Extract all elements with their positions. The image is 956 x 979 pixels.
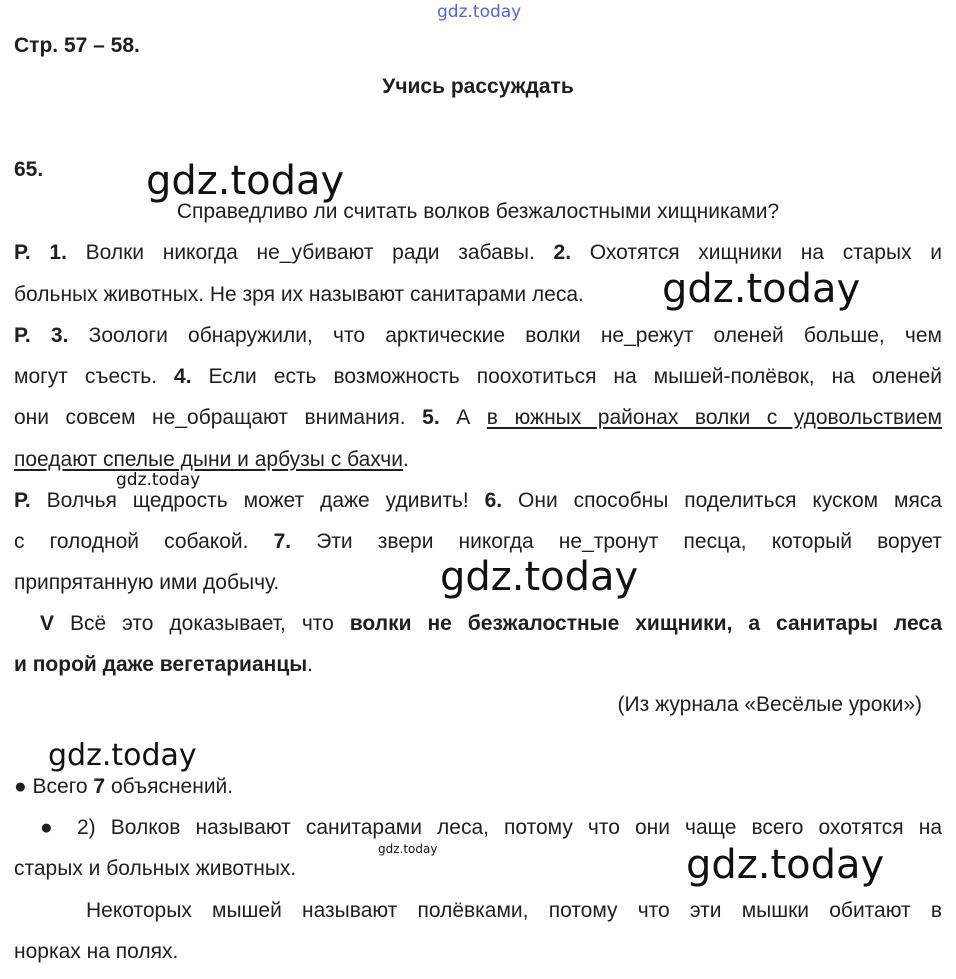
- text-line-7: [14, 488, 942, 514]
- sentence-number: 5.: [422, 406, 440, 429]
- text-line-5: [14, 405, 942, 431]
- text-line-4: [14, 364, 942, 390]
- sentence-end: .: [307, 653, 314, 676]
- bullet-2-cont: старых и больных животных.: [14, 857, 297, 880]
- conclusion-bold: волки не безжалостные хищники, а санитары леса: [349, 612, 942, 635]
- text-line-10: [40, 611, 942, 637]
- text-line-2: больных животных. Не зря их называют санитарами леса.: [14, 283, 584, 306]
- sentence: А: [439, 406, 487, 429]
- bullet-text: объяснений.: [105, 775, 234, 798]
- watermark-2: gdz.today: [662, 266, 861, 312]
- conclusion-bold: и порой даже вегетарианцы: [14, 653, 308, 676]
- sentence: Волчья щедрость может даже удивить!: [30, 489, 485, 512]
- paragraph-marker: Р. 3.: [14, 324, 69, 347]
- underlined-phrase: в южных районах волки с удовольствием: [486, 406, 942, 429]
- sentence-end: .: [402, 448, 409, 471]
- sentence: Зоологи обнаружили, что арктические волки не_режут оленей больше, чем: [68, 324, 942, 347]
- exercise-number: 65.: [14, 158, 44, 181]
- bullet-1: [14, 774, 942, 800]
- sentence: Если есть возможность поохотиться на мышей-полёвок, на оленей: [191, 365, 942, 388]
- watermark-3: gdz.today: [116, 470, 201, 490]
- text-line-8: [14, 529, 942, 555]
- paragraph-marker: Р.: [14, 489, 31, 512]
- section-title: Учись рассуждать: [382, 75, 574, 98]
- paragraph-1: Некоторых мышей называют полёвками, потому что эти мышки обитают в: [86, 899, 942, 922]
- watermark-4: gdz.today: [440, 554, 639, 600]
- sentence: Волки никогда не_убивают ради забавы.: [66, 241, 554, 264]
- text-line-9: припрятанную ими добычу.: [14, 571, 280, 594]
- watermark-6: gdz.today: [378, 842, 438, 856]
- text-line-1: [14, 240, 942, 266]
- underlined-phrase: поедают спелые дыни и арбузы с бахчи: [14, 448, 403, 471]
- source-citation: (Из журнала «Весёлые уроки»): [617, 693, 922, 716]
- sentence-number: 4.: [174, 365, 192, 388]
- bullet-count: 7: [93, 775, 106, 798]
- watermark-top: gdz.today: [437, 2, 522, 22]
- sentence: с голодной собакой.: [14, 530, 274, 553]
- bullet-2: ● 2) Волков называют санитарами леса, потому что они чаще всего охотятся на: [40, 816, 942, 839]
- sentence: они совсем не_обращают внимания.: [14, 406, 423, 429]
- text-line-3: [14, 323, 942, 349]
- watermark-5: gdz.today: [48, 738, 197, 773]
- sentence-number: 6.: [484, 489, 503, 512]
- text-line-6: [14, 447, 942, 473]
- watermark-7: gdz.today: [686, 842, 885, 888]
- sentence: Эти звери никогда не_тронут песца, который ворует: [291, 530, 942, 553]
- conclusion-marker: V: [40, 612, 55, 635]
- paragraph-marker: Р. 1.: [14, 241, 67, 264]
- sentence: могут съесть.: [14, 365, 175, 388]
- text-line-11: [14, 652, 942, 678]
- bullet-text: ● Всего: [14, 775, 94, 798]
- sentence: Они способны поделиться куском мяса: [502, 489, 942, 512]
- watermark-1: gdz.today: [146, 158, 345, 204]
- sentence: Всё это доказывает, что: [54, 612, 350, 635]
- sentence: Охотятся хищники на старых и: [571, 241, 943, 264]
- sentence-number: 2.: [553, 241, 572, 264]
- page-reference: Стр. 57 – 58.: [14, 34, 140, 57]
- paragraph-1-cont: норках на полях.: [14, 940, 179, 963]
- sentence-number: 7.: [273, 530, 292, 553]
- question: Справедливо ли считать волков безжалостными хищниками?: [176, 200, 780, 223]
